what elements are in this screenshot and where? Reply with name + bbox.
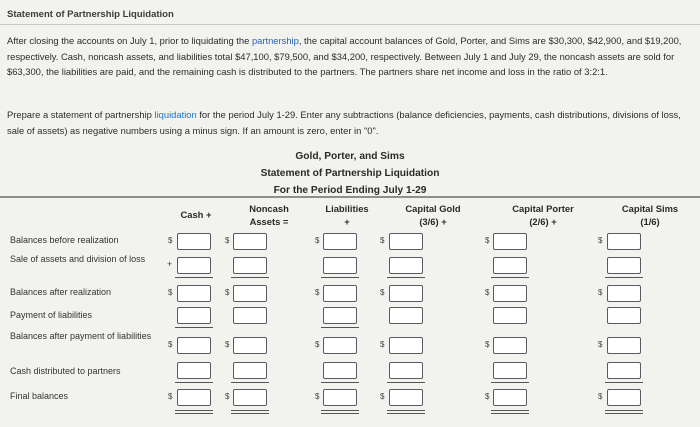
currency-symbol: $ <box>380 236 385 245</box>
currency-symbol: $ <box>168 340 173 349</box>
total-double-underline <box>321 410 359 411</box>
input-balances-after-payment-capital-gold[interactable] <box>389 337 423 354</box>
input-final-balances-liabilities[interactable] <box>323 389 357 406</box>
currency-symbol: $ <box>380 392 385 401</box>
input-balances-after-payment-capital-porter[interactable] <box>493 337 527 354</box>
subtotal-underline <box>321 277 359 278</box>
currency-symbol: $ <box>315 392 320 401</box>
row-label-balances-after-realization: Balances after realization <box>10 287 112 297</box>
currency-symbol: $ <box>225 392 230 401</box>
problem-description <box>7 33 693 80</box>
subtotal-underline <box>491 277 529 278</box>
input-balances-after-payment-capital-sims[interactable] <box>607 337 641 354</box>
currency-symbol: $ <box>485 288 490 297</box>
input-balances-before-capital-porter[interactable] <box>493 233 527 250</box>
currency-symbol: $ <box>485 392 490 401</box>
input-balances-before-cash[interactable] <box>177 233 211 250</box>
statement-name: Statement of Partnership Liquidation <box>260 168 440 179</box>
input-sale-of-assets-capital-gold[interactable] <box>389 257 423 274</box>
currency-symbol: $ <box>485 340 490 349</box>
input-balances-after-realization-capital-sims[interactable] <box>607 285 641 302</box>
para1-text-start: After closing the accounts on July 1, prior to liquidating the <box>7 35 252 46</box>
input-cash-distributed-cash[interactable] <box>177 362 211 379</box>
input-balances-before-noncash[interactable] <box>233 233 267 250</box>
input-sale-of-assets-noncash[interactable] <box>233 257 267 274</box>
input-balances-after-payment-noncash[interactable] <box>233 337 267 354</box>
title-divider <box>0 24 700 25</box>
currency-symbol: $ <box>485 236 490 245</box>
currency-symbol: $ <box>598 236 603 245</box>
col-header-capital-sims: Capital Sims (1/6) <box>621 203 679 227</box>
total-double-underline <box>387 410 425 411</box>
total-double-underline <box>387 413 425 414</box>
total-double-underline <box>175 413 213 414</box>
input-balances-before-capital-sims[interactable] <box>607 233 641 250</box>
total-double-underline <box>175 410 213 411</box>
page-title: Statement of Partnership Liquidation <box>7 9 174 20</box>
partnership-link[interactable]: partnership <box>251 35 299 46</box>
liquidation-link[interactable]: liquidation <box>154 109 197 120</box>
para2-text-start: Prepare a statement of partnership <box>7 109 155 120</box>
currency-symbol: $ <box>380 340 385 349</box>
input-sale-of-assets-cash[interactable] <box>177 257 211 274</box>
subtotal-underline <box>605 382 643 383</box>
input-final-balances-capital-porter[interactable] <box>493 389 527 406</box>
subtotal-underline <box>387 277 425 278</box>
row-label-balances-before: Balances before realization <box>10 235 119 245</box>
plus-sign: + <box>167 259 173 269</box>
subtotal-underline <box>605 277 643 278</box>
input-balances-after-payment-liabilities[interactable] <box>323 337 357 354</box>
input-cash-distributed-capital-gold[interactable] <box>389 362 423 379</box>
input-final-balances-capital-sims[interactable] <box>607 389 641 406</box>
subtotal-underline <box>231 382 269 383</box>
total-double-underline <box>491 413 529 414</box>
total-double-underline <box>605 413 643 414</box>
instructions <box>7 107 693 138</box>
input-payment-of-liabilities-capital-porter[interactable] <box>493 307 527 324</box>
currency-symbol: $ <box>380 288 385 297</box>
currency-symbol: $ <box>225 340 230 349</box>
row-label-payment-of-liabilities: Payment of liabilities <box>10 310 93 320</box>
row-label-sale-of-assets: Sale of assets and division of loss <box>10 254 146 264</box>
total-double-underline <box>321 413 359 414</box>
input-balances-before-capital-gold[interactable] <box>389 233 423 250</box>
col-header-capital-porter: Capital Porter (2/6) + <box>512 203 574 227</box>
input-final-balances-cash[interactable] <box>177 389 211 406</box>
input-sale-of-assets-liabilities[interactable] <box>323 257 357 274</box>
currency-symbol: $ <box>598 288 603 297</box>
header-divider <box>0 196 700 198</box>
para2-text-end: for the period July 1-29. Enter any subtractions (balance deficiencies, payments, cash distributions, divisions of loss, sale of assets) as negative numbers using a minus sign. If an amount is zero, enter in "0". <box>7 109 681 136</box>
currency-symbol: $ <box>598 392 603 401</box>
input-cash-distributed-liabilities[interactable] <box>323 362 357 379</box>
currency-symbol: $ <box>168 288 173 297</box>
row-label-final-balances: Final balances <box>10 391 69 401</box>
currency-symbol: $ <box>315 236 320 245</box>
currency-symbol: $ <box>225 288 230 297</box>
input-cash-distributed-capital-sims[interactable] <box>607 362 641 379</box>
currency-symbol: $ <box>168 392 173 401</box>
currency-symbol: $ <box>168 236 173 245</box>
input-payment-of-liabilities-noncash[interactable] <box>233 307 267 324</box>
input-balances-after-realization-liabilities[interactable] <box>323 285 357 302</box>
input-balances-after-realization-capital-gold[interactable] <box>389 285 423 302</box>
col-header-noncash: Noncash Assets = <box>249 203 289 227</box>
subtotal-underline <box>231 277 269 278</box>
row-label-cash-distributed: Cash distributed to partners <box>10 366 121 376</box>
currency-symbol: $ <box>315 340 320 349</box>
col-header-capital-gold: Capital Gold (3/6) + <box>405 203 461 227</box>
currency-symbol: $ <box>225 236 230 245</box>
subtotal-underline <box>175 277 213 278</box>
total-double-underline <box>605 410 643 411</box>
input-payment-of-liabilities-cash[interactable] <box>177 307 211 324</box>
input-payment-of-liabilities-capital-gold[interactable] <box>389 307 423 324</box>
currency-symbol: $ <box>315 288 320 297</box>
statement-period: For the Period Ending July 1-29 <box>273 185 427 196</box>
total-double-underline <box>231 413 269 414</box>
statement-company: Gold, Porter, and Sims <box>295 151 405 162</box>
subtotal-underline <box>175 382 213 383</box>
input-balances-after-realization-cash[interactable] <box>177 285 211 302</box>
input-sale-of-assets-capital-porter[interactable] <box>493 257 527 274</box>
input-payment-of-liabilities-liabilities[interactable] <box>323 307 357 324</box>
input-final-balances-capital-gold[interactable] <box>389 389 423 406</box>
input-sale-of-assets-capital-sims[interactable] <box>607 257 641 274</box>
subtotal-underline <box>321 327 359 328</box>
subtotal-underline <box>321 382 359 383</box>
subtotal-underline <box>387 382 425 383</box>
total-double-underline <box>231 410 269 411</box>
subtotal-underline <box>491 382 529 383</box>
row-label-balances-after-payment: Balances after payment of liabilities <box>10 331 152 341</box>
input-cash-distributed-capital-porter[interactable] <box>493 362 527 379</box>
currency-symbol: $ <box>598 340 603 349</box>
input-balances-before-liabilities[interactable] <box>323 233 357 250</box>
para1-text-end: , the capital account balances of Gold, Porter, and Sims are $30,300, $42,900, and $19,200, respectively. Cash, noncash assets, and liabilities total $47,100, $79,500, and $34,200, respectively. Between July 1 and July 29, the noncash assets are sold for $63,300, the liabilities are paid, and the remaining cash is distributed to the partners. The partners share net income and loss in the ratio of 3:2:1. <box>7 35 682 77</box>
input-balances-after-realization-capital-porter[interactable] <box>493 285 527 302</box>
col-header-cash: Cash + <box>180 209 212 220</box>
input-final-balances-noncash[interactable] <box>233 389 267 406</box>
total-double-underline <box>491 410 529 411</box>
col-header-liabilities: Liabilities + <box>325 203 369 227</box>
input-payment-of-liabilities-capital-sims[interactable] <box>607 307 641 324</box>
input-cash-distributed-noncash[interactable] <box>233 362 267 379</box>
input-balances-after-payment-cash[interactable] <box>177 337 211 354</box>
input-balances-after-realization-noncash[interactable] <box>233 285 267 302</box>
subtotal-underline <box>175 327 213 328</box>
